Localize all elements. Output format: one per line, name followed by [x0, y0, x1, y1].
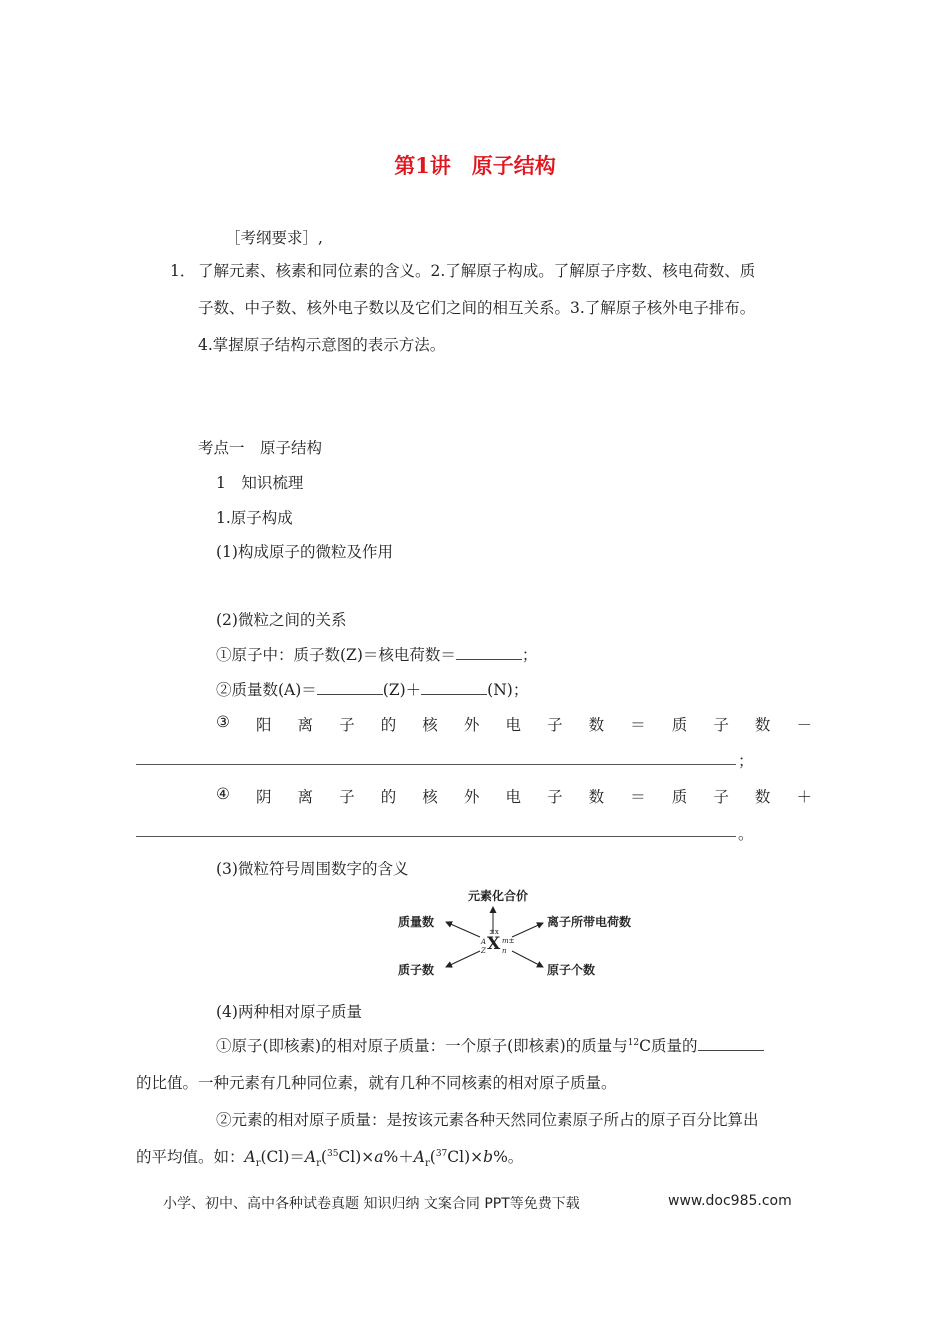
spaced-char: 核 — [422, 788, 438, 806]
spaced-char: 离 — [297, 788, 314, 806]
requirements-heading: ［考纲要求］, — [225, 229, 323, 247]
spaced-char: 电 — [505, 716, 521, 734]
mass-line-1-carbon: C质量的 — [639, 1037, 698, 1055]
spaced-char: 核 — [422, 716, 438, 734]
paragraph-relative-mass: (4)两种相对原子质量 — [216, 1003, 362, 1021]
spaced-char: 的 — [380, 788, 397, 806]
paragraph-relations: (2)微粒之间的关系 — [216, 611, 347, 629]
spaced-char: 数 — [588, 716, 605, 734]
relation-4-spaced — [216, 785, 812, 807]
spaced-char: 质 — [671, 788, 688, 806]
spaced-char: 的 — [380, 716, 397, 734]
spaced-char: 数 — [754, 788, 771, 806]
answer-line — [136, 764, 736, 765]
mass-line-1 — [216, 1034, 764, 1056]
mass-line-2: 的比值。一种元素有几种同位素，就有几种不同核素的相对原子质量。 — [136, 1074, 617, 1092]
spaced-char: ＝ — [630, 716, 646, 734]
footer-text: 小学、初中、高中各种试卷真题 知识归纳 文案合同 PPT等免费下载 — [163, 1196, 580, 1212]
spaced-char: 质 — [671, 716, 688, 734]
label-valence: 元素化合价 — [468, 889, 529, 903]
spaced-char: 数 — [754, 716, 771, 734]
symbol-charge-superscript: m± — [502, 937, 515, 945]
spaced-char: 外 — [463, 788, 480, 806]
fill-blank — [421, 693, 487, 695]
requirements-number: 1． — [170, 262, 196, 280]
symbol-prescript-top: A — [481, 938, 487, 946]
section-heading: 考点一 原子结构 — [198, 439, 323, 457]
spaced-char: 阴 — [255, 788, 272, 806]
spaced-char: 子 — [713, 716, 729, 734]
section-subheading: 1 知识梳理 — [216, 474, 304, 492]
label-atom-count: 原子个数 — [547, 963, 596, 977]
spaced-char: 子 — [713, 788, 729, 806]
spaced-char: 子 — [339, 788, 355, 806]
label-proton-number: 质子数 — [398, 963, 435, 977]
relation-2-text: ②质量数(A)＝ — [216, 681, 317, 699]
spaced-char: 子 — [339, 716, 355, 734]
spaced-char: ④ — [216, 785, 230, 803]
arrow-lower-right — [512, 951, 543, 967]
requirements-line-3: 4.掌握原子结构示意图的表示方法。 — [198, 336, 446, 354]
isotope-superscript: 12 — [627, 1038, 640, 1048]
spaced-char: 子 — [547, 788, 563, 806]
label-ion-charge: 离子所带电荷数 — [547, 915, 632, 929]
symbol-count-subscript: n — [502, 947, 507, 955]
spaced-char: 电 — [505, 788, 521, 806]
fill-blank — [456, 658, 522, 660]
spaced-char: 外 — [463, 716, 480, 734]
arrow-upper-left — [446, 922, 480, 937]
relation-2 — [216, 678, 528, 700]
relation-3-end: ； — [738, 752, 754, 770]
spaced-char: ＝ — [630, 788, 646, 806]
symbol-top-superscript: ±x — [489, 928, 499, 936]
mass-line-4-text: 的平均值。如： — [136, 1148, 245, 1166]
page-title: 第1讲 原子结构 — [394, 153, 556, 178]
relation-3-spaced — [216, 713, 812, 735]
answer-line — [136, 836, 736, 837]
mass-line-3: ②元素的相对原子质量：是按该元素各种天然同位素原子所占的原子百分比算出 — [216, 1111, 759, 1129]
relation-2-end: (N)； — [487, 681, 529, 699]
formula: $A_r(Cl)=A_r(^{35}Cl)\times a\%+A_r(^{37}Cl)\times b\%$。 — [244, 1148, 524, 1170]
relation-4-end: 。 — [738, 825, 754, 843]
fill-blank — [317, 693, 383, 695]
spaced-char: ＋ — [796, 788, 812, 806]
relation-1-text: ①原子中：质子数(Z)＝核电荷数＝ — [216, 646, 456, 664]
relation-1-end: ； — [521, 646, 538, 664]
spaced-char: 数 — [588, 788, 605, 806]
spaced-char: 离 — [297, 716, 314, 734]
symbol-diagram — [390, 885, 650, 985]
paragraph-particles: (1)构成原子的微粒及作用 — [216, 543, 393, 561]
spaced-char: － — [796, 716, 812, 734]
arrow-lower-left — [446, 951, 480, 967]
requirements-line-1: 了解元素、核素和同位素的含义。2.了解原子构成。了解原子序数、核电荷数、质 — [198, 262, 756, 280]
relation-2-mid: (Z)＋ — [382, 681, 422, 699]
element-symbol: X — [487, 934, 501, 954]
paragraph-symbol-numbers: (3)微粒符号周围数字的含义 — [216, 860, 409, 878]
arrow-upper-right — [512, 923, 543, 937]
relation-1 — [216, 643, 537, 665]
label-mass-number: 质量数 — [398, 915, 435, 929]
fill-blank — [698, 1049, 764, 1051]
mass-line-1-text: ①原子(即核素)的相对原子质量：一个原子(即核素)的质量与 — [216, 1037, 628, 1055]
footer-link[interactable]: www.doc985.com — [668, 1193, 792, 1209]
mass-line-4 — [136, 1145, 523, 1169]
item-atom-composition: 1.原子构成 — [216, 509, 293, 527]
requirements-line-2: 子数、中子数、核外电子数以及它们之间的相互关系。3.了解原子核外电子排布。 — [198, 299, 756, 317]
spaced-char: 阳 — [255, 716, 272, 734]
symbol-prescript-bottom: Z — [481, 947, 486, 955]
spaced-char: 子 — [547, 716, 563, 734]
spaced-char: ③ — [216, 713, 230, 731]
